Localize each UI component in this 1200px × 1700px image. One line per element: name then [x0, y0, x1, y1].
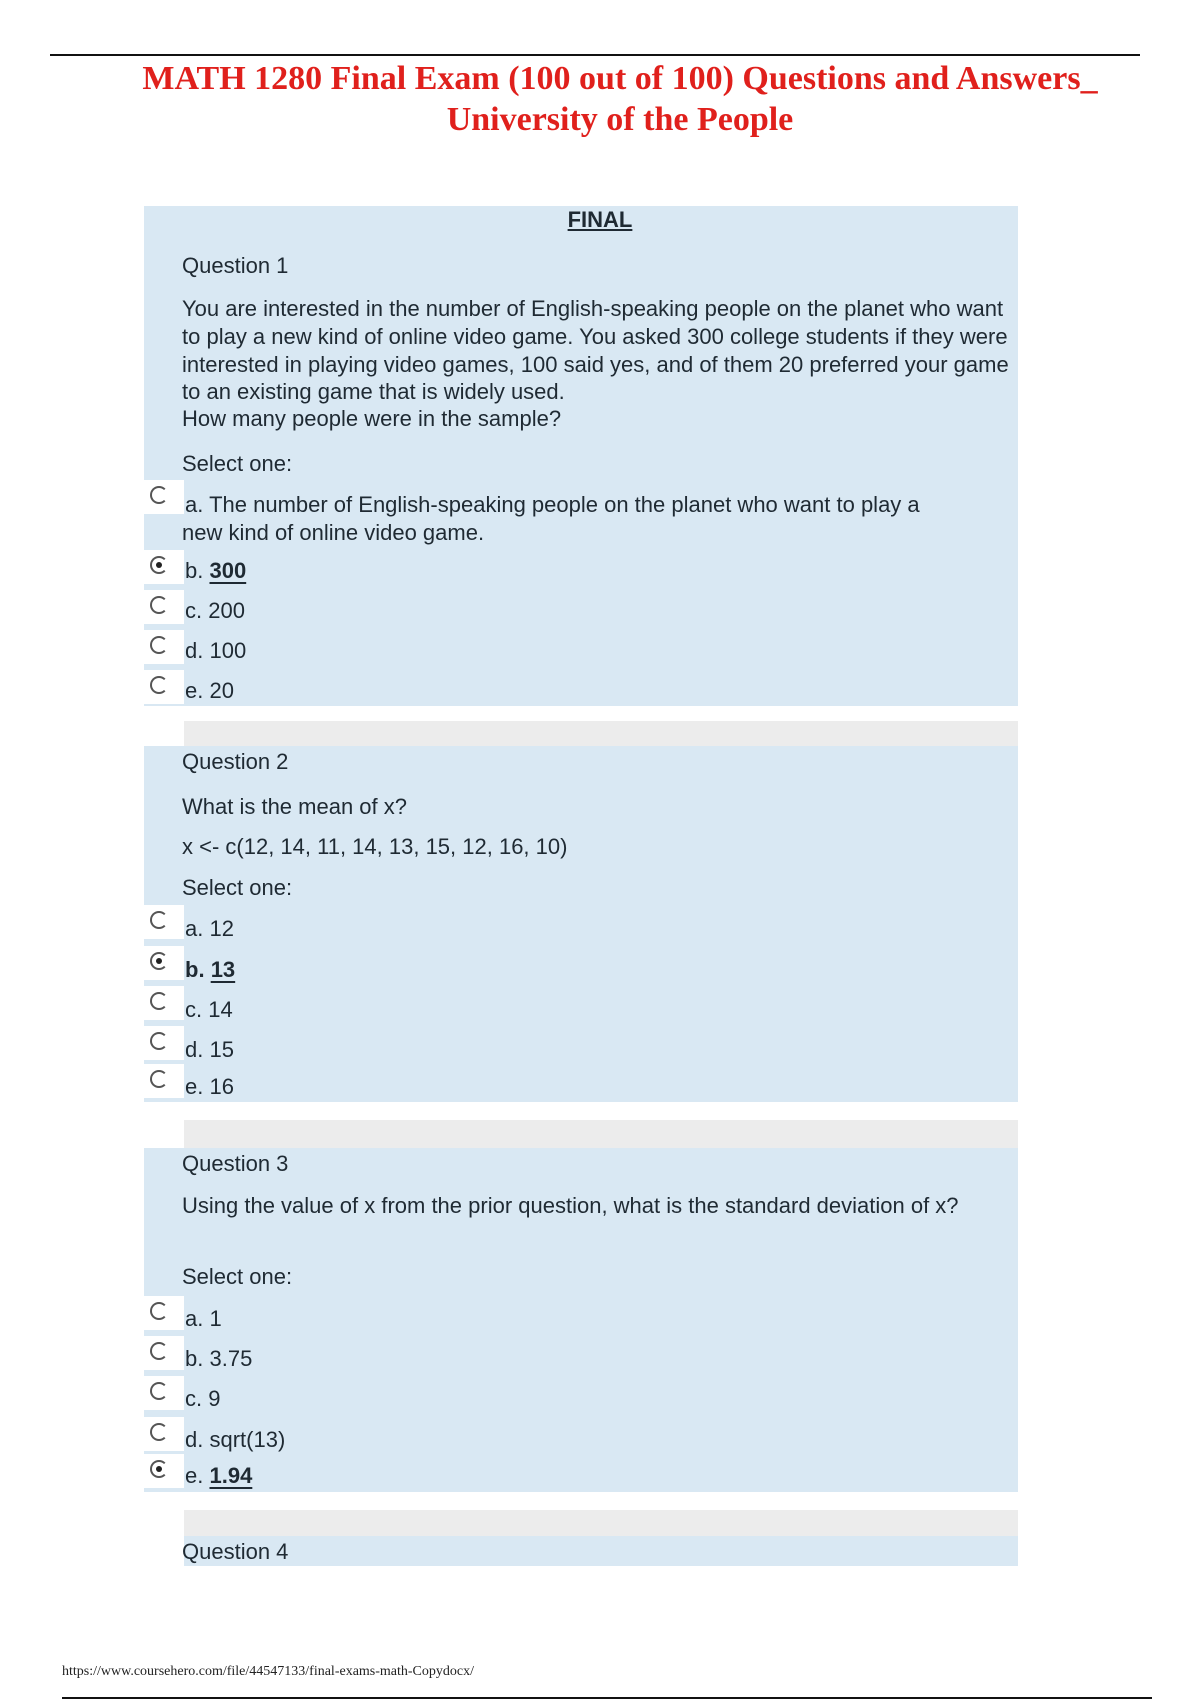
option-radio[interactable] [144, 986, 184, 1020]
option-e[interactable]: e. 20 [185, 678, 234, 703]
option-a[interactable]: a. 1 [185, 1306, 222, 1331]
question-2-text: What is the mean of x? [182, 794, 407, 819]
option-a-cont: new kind of online video game. [182, 520, 485, 545]
option-radio[interactable] [144, 1296, 184, 1330]
section-heading: FINAL [567, 207, 633, 232]
option-radio-selected[interactable] [144, 1454, 184, 1488]
option-d[interactable]: d. 15 [185, 1037, 234, 1062]
bottom-rule [62, 1697, 1152, 1699]
option-e[interactable]: e. 1.94 [185, 1463, 253, 1488]
select-one-label: Select one: [182, 1264, 293, 1289]
document-title-line2: University of the People [446, 101, 794, 138]
option-radio[interactable] [144, 1064, 184, 1098]
option-radio[interactable] [144, 1336, 184, 1370]
option-a[interactable]: a. 12 [185, 916, 234, 941]
question-4-label: Question 4 [182, 1539, 289, 1564]
option-radio[interactable] [144, 480, 184, 514]
option-c[interactable]: c. 14 [185, 997, 233, 1022]
option-radio[interactable] [144, 905, 184, 939]
option-d[interactable]: d. sqrt(13) [185, 1427, 286, 1452]
separator [184, 1510, 1018, 1536]
option-radio[interactable] [144, 1026, 184, 1060]
option-b[interactable]: b. 13 [185, 957, 236, 982]
question-3-text: Using the value of x from the prior question, what is the standard deviation of x? [182, 1193, 959, 1218]
option-radio-selected[interactable] [144, 550, 184, 584]
option-radio[interactable] [144, 590, 184, 624]
question-4-panel [184, 1536, 1018, 1566]
select-one-label: Select one: [182, 875, 293, 900]
option-radio[interactable] [144, 1376, 184, 1410]
question-2-label: Question 2 [182, 749, 289, 774]
separator [184, 1120, 1018, 1148]
option-e[interactable]: e. 16 [185, 1074, 234, 1099]
select-one-label: Select one: [182, 451, 293, 476]
footer-url[interactable]: https://www.coursehero.com/file/44547133/final-exams-math-Copydocx/ [62, 1664, 475, 1679]
separator [184, 721, 1018, 746]
option-radio-selected[interactable] [144, 946, 184, 980]
question-1-label: Question 1 [182, 253, 289, 278]
question-3-label: Question 3 [182, 1151, 289, 1176]
option-radio[interactable] [144, 630, 184, 664]
question-1-text: You are interested in the number of English-speaking people on the planet who want to play a new kind of online video game. You asked 300 college students if they were interested in playing video games, 100 said yes, and of them 20 preferred your game to an existing game that is widely used. [182, 296, 1009, 405]
option-c[interactable]: c. 200 [185, 598, 245, 623]
question-1-text2: How many people were in the sample? [182, 406, 562, 431]
option-d[interactable]: d. 100 [185, 638, 247, 663]
option-a[interactable]: a. The number of English-speaking people on the planet who want to play a [185, 492, 920, 517]
option-c[interactable]: c. 9 [185, 1386, 221, 1411]
option-radio[interactable] [144, 1417, 184, 1451]
option-b[interactable]: b. 3.75 [185, 1346, 253, 1371]
question-2-code: x <- c(12, 14, 11, 14, 13, 15, 12, 16, 10) [182, 834, 568, 859]
top-rule [50, 54, 1140, 56]
option-b[interactable]: b. 300 [185, 558, 247, 583]
option-radio[interactable] [144, 670, 184, 704]
document-title-line1: MATH 1280 Final Exam (100 out of 100) Questions and Answers_ [142, 60, 1098, 97]
